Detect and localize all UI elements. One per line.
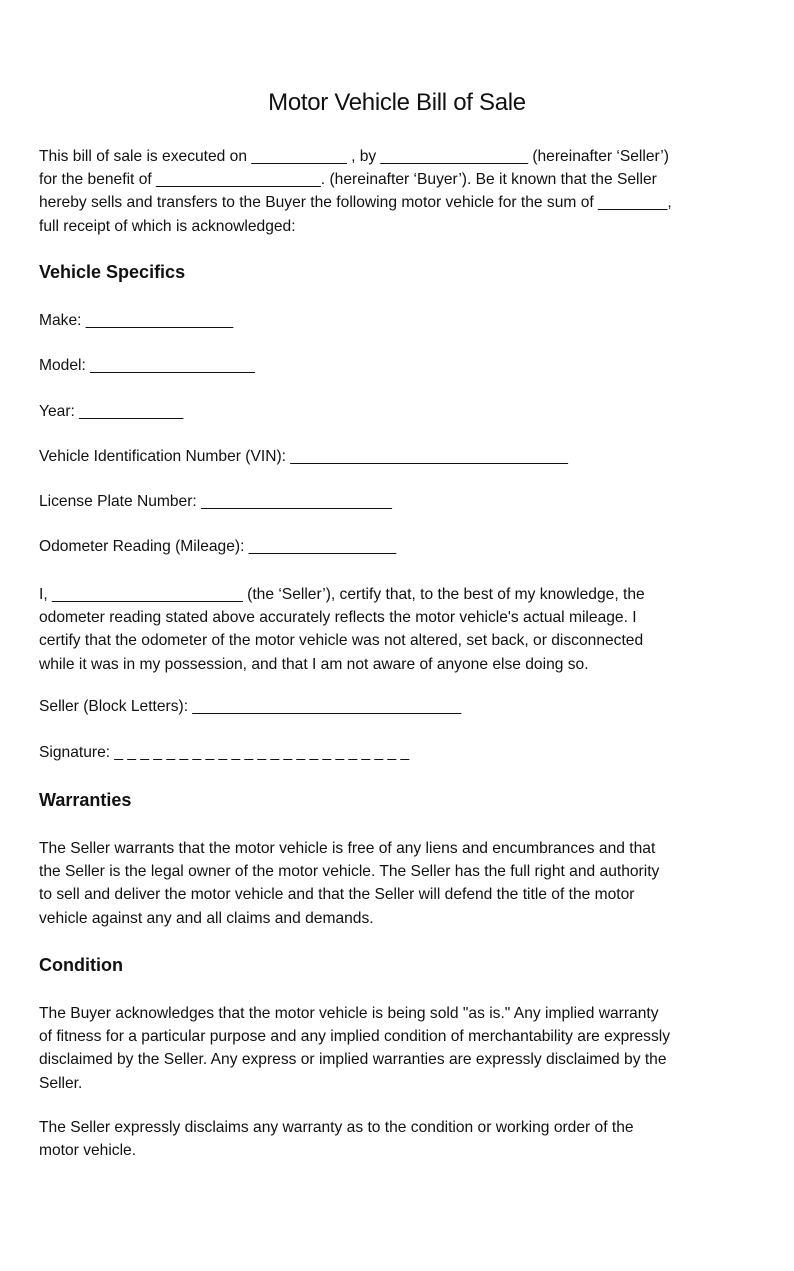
certification-line: certify that the odometer of the motor vehicle was not altered, set back, or disconnected bbox=[39, 632, 644, 650]
seller-block-letters-field: Seller (Block Letters): _______________________________ bbox=[39, 698, 462, 715]
warranties-line: The Seller warrants that the motor vehicle is free of any liens and encumbrances and that bbox=[39, 840, 656, 857]
document-title: Motor Vehicle Bill of Sale bbox=[268, 89, 526, 116]
condition-line: The Buyer acknowledges that the motor vehicle is being sold "as is." Any implied warranty bbox=[39, 1005, 659, 1022]
intro-paragraph bbox=[39, 145, 759, 238]
odometer-field: Odometer Reading (Mileage): _________________ bbox=[39, 538, 397, 555]
model-field: Model: ___________________ bbox=[39, 357, 255, 374]
condition-paragraph-2 bbox=[39, 1116, 759, 1162]
warranties-paragraph bbox=[39, 837, 759, 930]
odometer-certification-paragraph bbox=[39, 583, 759, 676]
condition-heading: Condition bbox=[39, 955, 123, 975]
license-plate-field: License Plate Number: ______________________ bbox=[39, 493, 392, 510]
warranties-line: vehicle against any and all claims and demands. bbox=[39, 909, 374, 927]
intro-line: for the benefit of ___________________. (hereinafter ‘Buyer’). Be it known that the Seller bbox=[39, 171, 657, 189]
intro-line: This bill of sale is executed on ___________ , by _________________ (hereinafter ‘Seller’) bbox=[39, 148, 669, 165]
condition-line: motor vehicle. bbox=[39, 1142, 137, 1160]
certification-line: I, ______________________ (the ‘Seller’), certify that, to the best of my knowledge, the bbox=[39, 586, 645, 603]
intro-line: full receipt of which is acknowledged: bbox=[39, 217, 296, 235]
certification-line: odometer reading stated above accurately reflects the motor vehicle's actual mileage. I bbox=[39, 609, 637, 627]
year-field: Year: ____________ bbox=[39, 403, 184, 420]
intro-line: hereby sells and transfers to the Buyer the following motor vehicle for the sum of ________, bbox=[39, 194, 672, 212]
warranties-heading: Warranties bbox=[39, 790, 132, 810]
signature-field: Signature: _ _ _ _ _ _ _ _ _ _ _ _ _ _ _ _ _ _ _ _ _ _ _ bbox=[39, 744, 410, 761]
condition-line: The Seller expressly disclaims any warranty as to the condition or working order of the bbox=[39, 1119, 634, 1136]
vehicle-specifics-heading: Vehicle Specifics bbox=[39, 262, 186, 282]
condition-line: disclaimed by the Seller. Any express or implied warranties are expressly disclaimed by the bbox=[39, 1051, 667, 1069]
warranties-line: the Seller is the legal owner of the motor vehicle. The Seller has the full right and authority bbox=[39, 863, 660, 881]
certification-line: while it was in my possession, and that I am not aware of anyone else doing so. bbox=[39, 655, 589, 673]
warranties-line: to sell and deliver the motor vehicle and that the Seller will defend the title of the motor bbox=[39, 886, 635, 904]
condition-line: of fitness for a particular purpose and any implied condition of merchantability are expressly bbox=[39, 1028, 671, 1046]
condition-line: Seller. bbox=[39, 1074, 83, 1092]
vin-field: Vehicle Identification Number (VIN): ________________________________ bbox=[39, 448, 568, 465]
condition-paragraph-1 bbox=[39, 1002, 759, 1095]
make-field: Make: _________________ bbox=[39, 312, 234, 329]
